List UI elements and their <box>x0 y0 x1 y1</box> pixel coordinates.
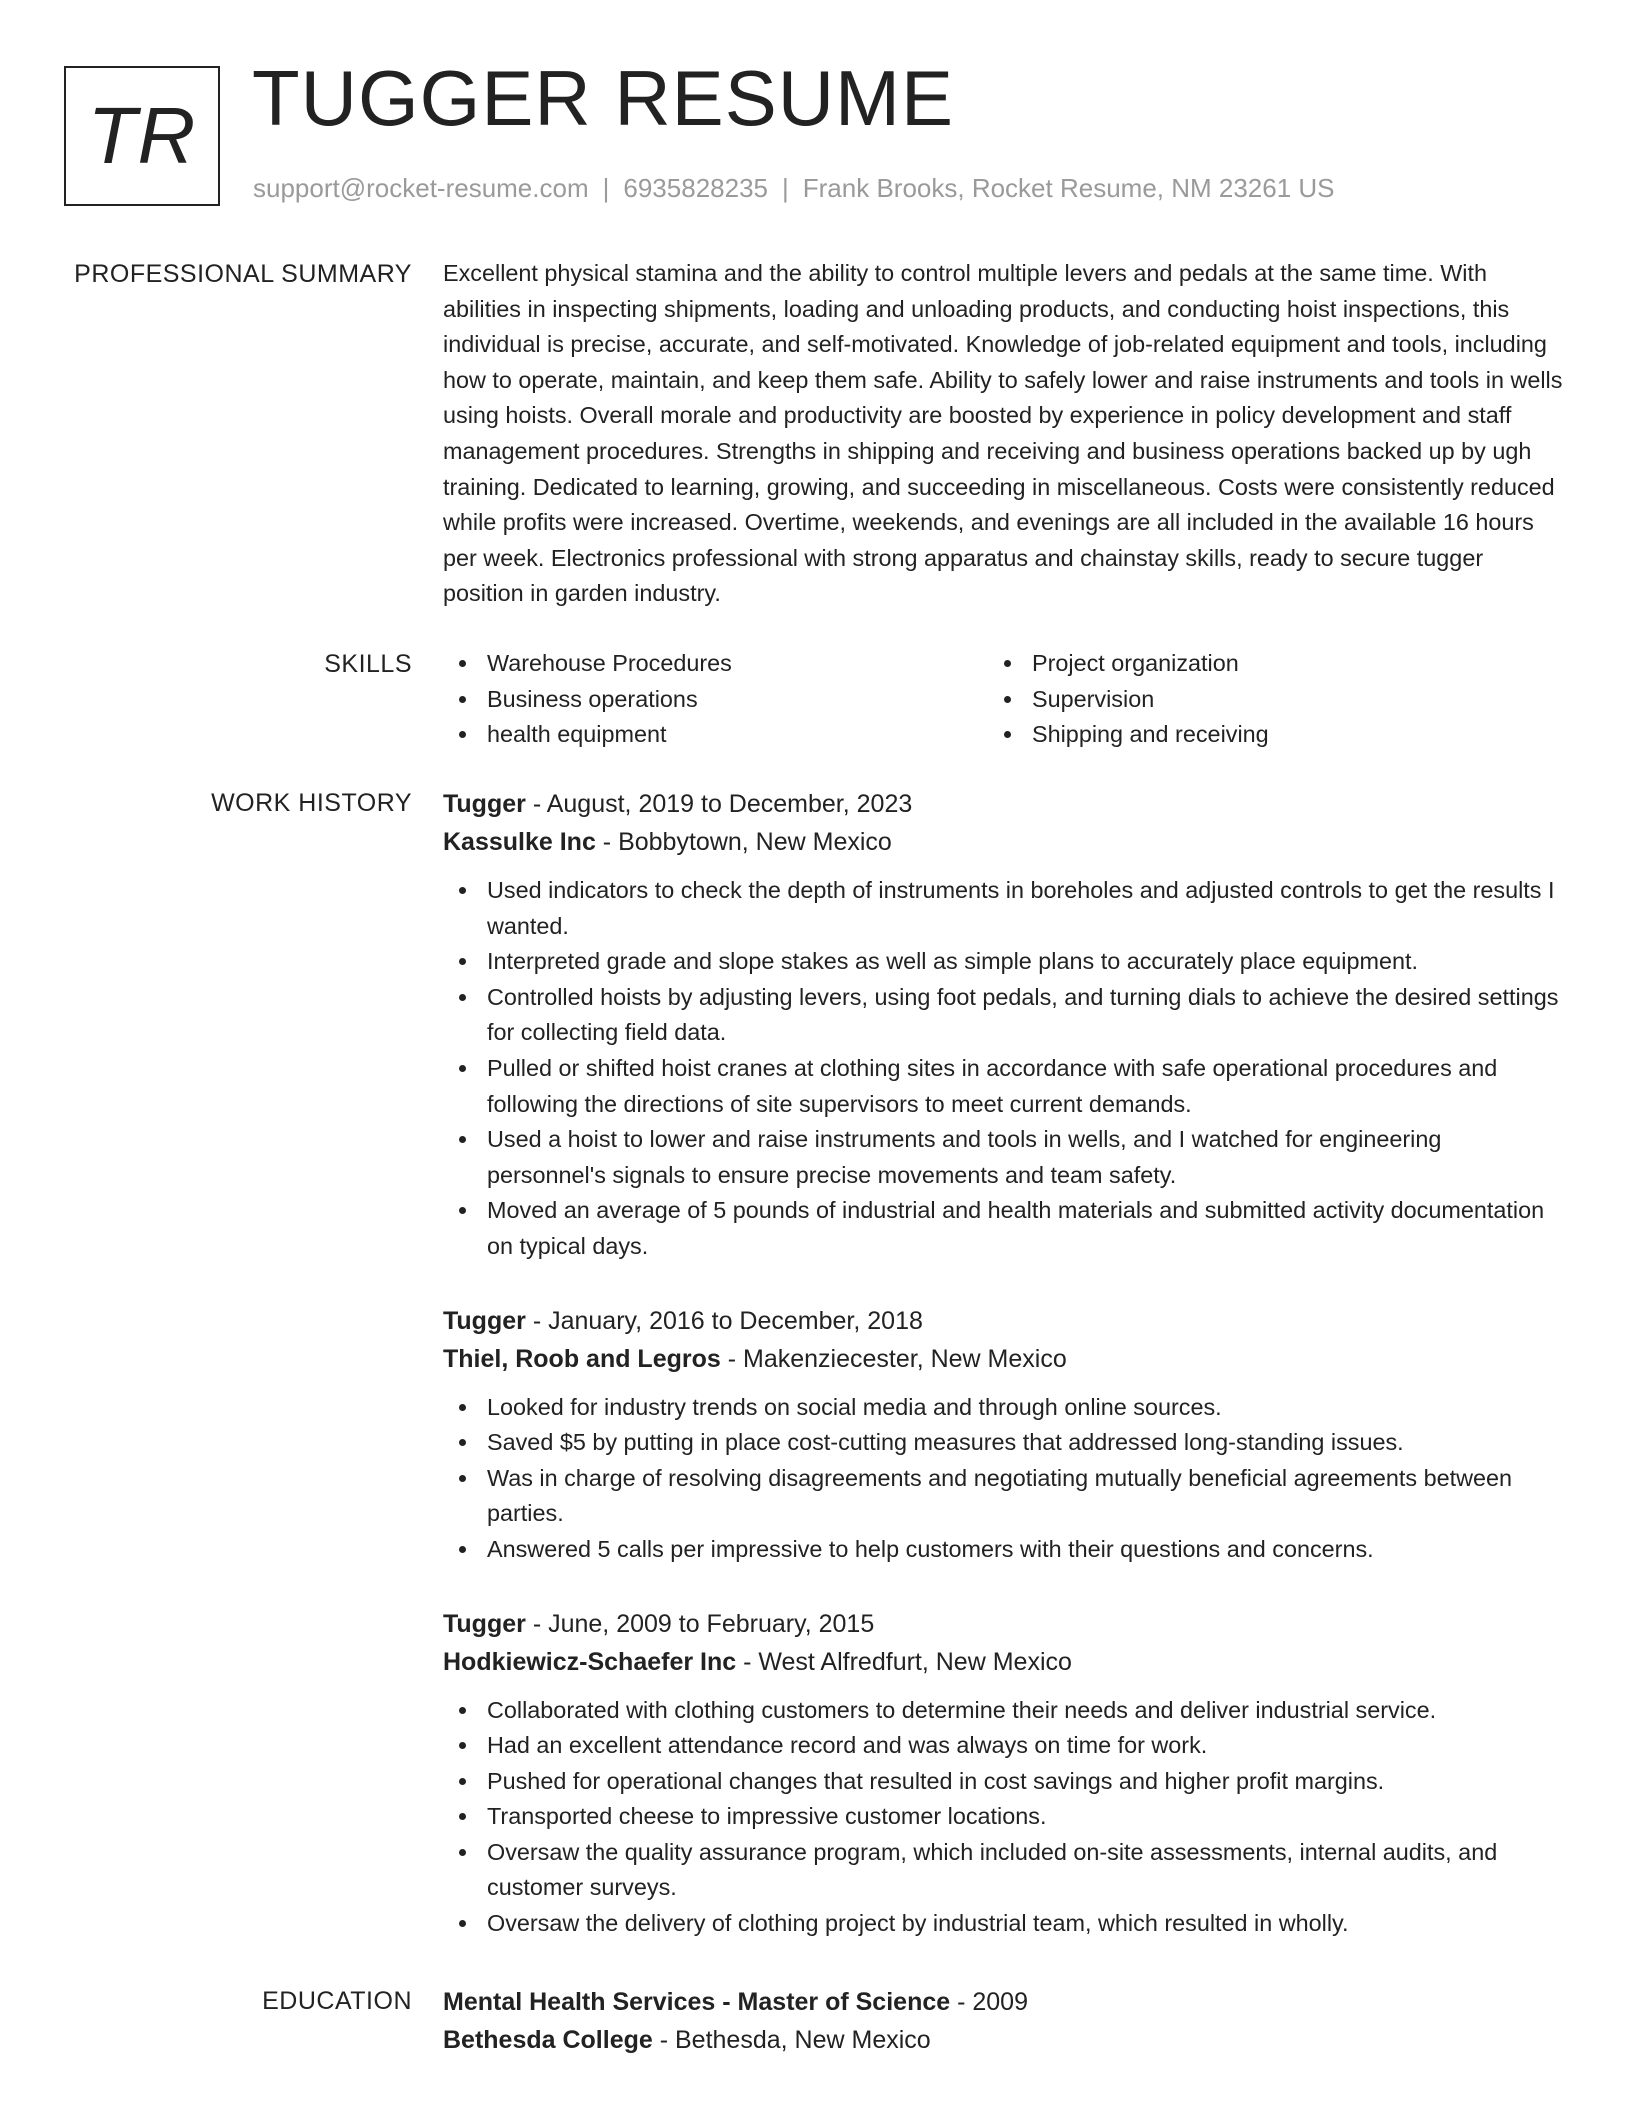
job-bullet: Used indicators to check the depth of instruments in boreholes and adjusted controls to get the results I wanted. <box>443 873 1563 944</box>
skills-body <box>443 646 1563 753</box>
job-bullet: Saved $5 by putting in place cost-cutting measures that addressed long-standing issues. <box>443 1425 1563 1461</box>
monogram-box <box>64 66 220 206</box>
job-company: Hodkiewicz-Schaefer Inc <box>443 1647 737 1676</box>
skill-item: Business operations <box>443 682 988 718</box>
job-bullet: Collaborated with clothing customers to determine their needs and deliver industrial service. <box>443 1693 1563 1729</box>
job-company-line: Hodkiewicz-Schaefer Inc - West Alfredfurt, New Mexico <box>443 1647 1072 1676</box>
job-bullet: Oversaw the quality assurance program, which included on-site assessments, internal audits, and customer surveys. <box>443 1835 1563 1906</box>
job-title: Tugger <box>443 790 526 818</box>
job-bullet: Pulled or shifted hoist cranes at clothing sites in accordance with safe operational procedures and following the directions of site supervisors to meet current demands. <box>443 1051 1563 1122</box>
job-bullet: Looked for industry trends on social media and through online sources. <box>443 1390 1563 1426</box>
job-entry <box>443 1605 1563 1942</box>
job-dates: August, 2019 to December, 2023 <box>546 790 913 818</box>
job-bullets <box>443 1390 1563 1568</box>
job-location: West Alfredfurt, New Mexico <box>758 1647 1072 1676</box>
job-company-line: Thiel, Roob and Legros - Makenziecester, New Mexico <box>443 1344 1067 1373</box>
job-bullet: Controlled hoists by adjusting levers, using foot pedals, and turning dials to achieve the desired settings for collecting field data. <box>443 980 1563 1051</box>
job-entry <box>443 1302 1563 1568</box>
contact-line <box>253 173 1335 204</box>
job-bullet: Pushed for operational changes that resulted in cost savings and higher profit margins. <box>443 1764 1563 1800</box>
job-bullet: Oversaw the delivery of clothing project by industrial team, which resulted in wholly. <box>443 1906 1563 1942</box>
job-title: Tugger <box>443 1306 526 1335</box>
skill-item: health equipment <box>443 717 988 753</box>
skill-item: Supervision <box>988 682 1533 718</box>
job-bullet: Had an excellent attendance record and was always on time for work. <box>443 1728 1563 1764</box>
skill-item: Warehouse Procedures <box>443 646 988 682</box>
education-year: 2009 <box>972 1988 1028 2016</box>
summary-text: Excellent physical stamina and the ability to control multiple levers and pedals at the same time. With abilities in inspecting shipments, loading and unloading products, and conducting hoist inspections, this individual is precise, accurate, and self-motivated. Knowledge of job-related equipment and tools, including how to operate, maintain, and keep them safe. Ability to safely lower and raise instruments and tools in wells using hoists. Overall morale and productivity are boosted by experience in policy development and staff management procedures. Strengths in shipping and receiving and business operations backed up by ugh training. Dedicated to learning, growing, and succeeding in miscellaneous. Costs were consistently reduced while profits were increased. Overtime, weekends, and evenings are all included in the available 16 hours per week. Electronics professional with strong apparatus and chainstay skills, ready to secure tugger position in garden industry. <box>443 260 1563 607</box>
work-body <box>443 785 1563 1979</box>
job-bullet: Moved an average of 5 pounds of industrial and health materials and submitted activity documentation on typical days. <box>443 1193 1563 1264</box>
job-location: Bobbytown, New Mexico <box>618 828 892 856</box>
job-dates: June, 2009 to February, 2015 <box>548 1609 875 1638</box>
job-bullet: Used a hoist to lower and raise instruments and tools in wells, and I watched for engineering personnel's signals to ensure precise movements and team safety. <box>443 1122 1563 1193</box>
job-dates: January, 2016 to December, 2018 <box>548 1306 923 1335</box>
skills-label: SKILLS <box>324 650 412 678</box>
work-label: WORK HISTORY <box>211 789 412 817</box>
job-bullet: Interpreted grade and slope stakes as well as simple plans to accurately place equipment. <box>443 944 1563 980</box>
education-school-line: Bethesda College - Bethesda, New Mexico <box>443 2026 931 2054</box>
education-degree-line: Mental Health Services - Master of Science - 2009 <box>443 1988 1028 2016</box>
job-company: Thiel, Roob and Legros <box>443 1344 721 1373</box>
contact-address: Frank Brooks, Rocket Resume, NM 23261 US <box>802 173 1335 203</box>
skill-item: Shipping and receiving <box>988 717 1533 753</box>
contact-email: support@rocket-resume.com <box>253 173 589 203</box>
job-bullet: Was in charge of resolving disagreements and negotiating mutually beneficial agreements between parties. <box>443 1461 1563 1532</box>
job-bullets <box>443 1693 1563 1942</box>
skills-list <box>443 646 1563 753</box>
job-entry <box>443 785 1563 1265</box>
resume-name: TUGGER RESUME <box>252 54 955 142</box>
job-bullets <box>443 873 1563 1265</box>
summary-label: PROFESSIONAL SUMMARY <box>74 260 412 288</box>
job-title-line: Tugger - August, 2019 to December, 2023 <box>443 790 913 818</box>
education-school: Bethesda College <box>443 2026 653 2054</box>
job-company: Kassulke Inc <box>443 828 596 856</box>
job-bullet: Transported cheese to impressive customer locations. <box>443 1799 1563 1835</box>
job-title: Tugger <box>443 1609 526 1638</box>
contact-separator: | <box>782 173 789 203</box>
monogram-initials: TR <box>87 91 197 180</box>
job-location: Makenziecester, New Mexico <box>743 1344 1067 1373</box>
job-title-line: Tugger - January, 2016 to December, 2018 <box>443 1306 923 1335</box>
job-company-line: Kassulke Inc - Bobbytown, New Mexico <box>443 828 892 856</box>
job-title-line: Tugger - June, 2009 to February, 2015 <box>443 1609 875 1638</box>
education-degree: Mental Health Services - Master of Science <box>443 1988 951 2016</box>
education-location: Bethesda, New Mexico <box>675 2026 931 2054</box>
education-label: EDUCATION <box>262 1987 412 2015</box>
job-bullet: Answered 5 calls per impressive to help customers with their questions and concerns. <box>443 1532 1563 1568</box>
contact-separator: | <box>602 173 610 203</box>
contact-phone: 6935828235 <box>623 173 768 203</box>
education-body <box>443 1983 1563 2059</box>
skill-item: Project organization <box>988 646 1533 682</box>
